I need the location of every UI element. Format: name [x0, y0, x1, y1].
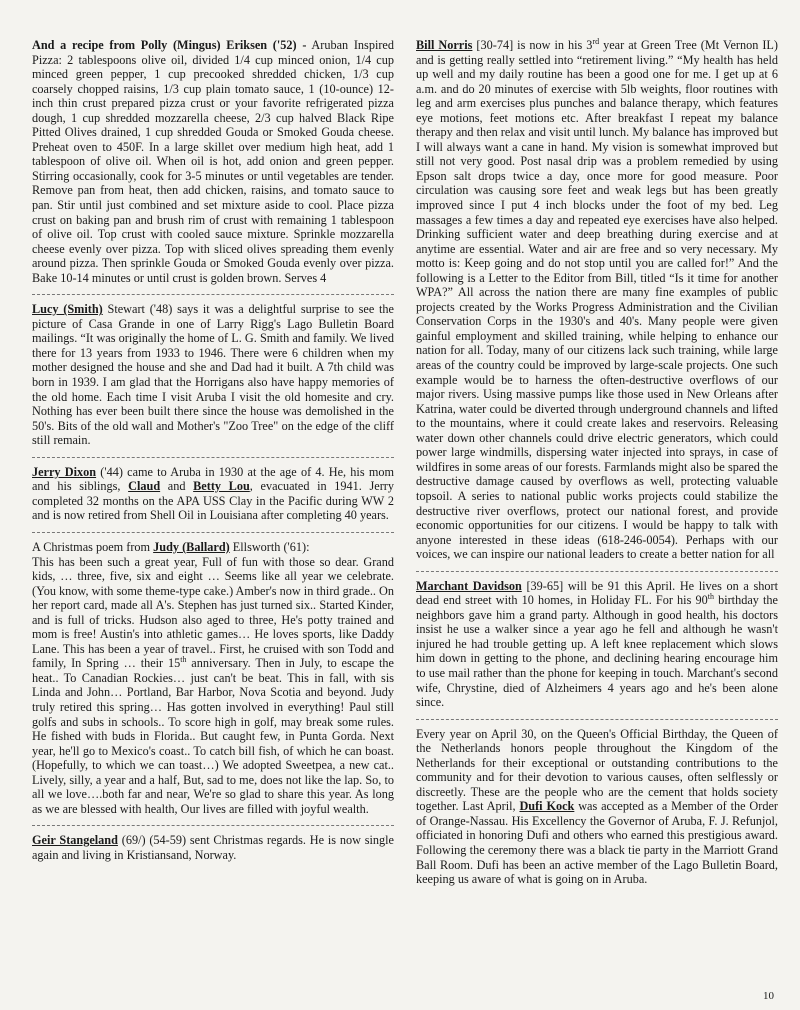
marchant-text-1: [39-65] will be 91 this April. He lives on a short dead end street with 10 homes, in Holiday FL. For his 90 — [416, 578, 778, 608]
page-number: 10 — [763, 990, 774, 1002]
bill-item — [416, 38, 778, 562]
judy-poem-2: anniversary. Then in July, to escape the heat.. To Canadian Rockies… just can't be beat. This in fall, with sis Linda and John… Portland, Bar Harbor, Nova Scotia and beyond. Judy truly retired this spring… Has gotten involved in everything! Paul still golfs and subs in schools.. To score high in golf, may break some rules. He fished with buds in Florida.. But caught few, in Punta Gorda. Next year, he'll go to Mexico's coast.. To catch bill fish, of which he can boast. (Hopefully, to which we can toast…) We adopted Sweetpea, a new cat.. Lively, silly, a year and a half, But, sad to me, does not like the lap. So, to all we love….both far and near, We're so glad to share this year. As long as we are blessed with health, Our lives are filled with joyful wealth. — [32, 656, 394, 816]
separator — [416, 562, 778, 572]
separator — [32, 448, 394, 458]
judy-name: Judy (Ballard) — [153, 539, 230, 554]
right-column — [416, 38, 778, 887]
jerry-and: and — [160, 479, 194, 494]
judy-intro-text-2: Ellsworth ('61): — [229, 539, 310, 554]
judy-intro-text: A Christmas poem from — [32, 539, 154, 554]
queen-text-1: Every year on April 30, on the Queen's Official Birthday, the Queen of the Netherlands honors people throughout the Kingdom of the Netherlands for their exceptional or outstanding contributions to the community and for their devotion to various causes, often selflessly or discreetly. These are the people who are the cement that holds society together. Last April, — [416, 726, 778, 814]
bill-sup: rd — [592, 36, 600, 46]
separator — [32, 816, 394, 826]
queen-item — [416, 727, 778, 887]
claud-name: Claud — [128, 479, 161, 494]
geir-name: Geir Stangeland — [32, 833, 118, 848]
polly-text: Aruban Inspired Pizza: 2 tablespoons olive oil, divided 1/4 cup minced onion, 1/4 cup minced green pepper, 1 cup precooked shredded chicken, 1/3 cup coarsely chopped raisins, 1/3 cup plain tomato sauce, 1 (10-ounce) 12-inch thin crust prepared pizza crust or your favorite refrigerated pizza dough, 1 cup shredded mozzarella cheese, 2/3 cup halved Black Ripe Pitted Olives drained, 1 cup shredded Gouda or Smoked Gouda cheese. Preheat oven to 450F. In a large skillet over medium high heat, add 1 tablespoon of olive oil. When oil is hot, add onion and green pepper. Stirring occasionally, cook for 3-5 minutes or until vegetables are tender. Remove pan from heat, then add chicken, raisins, and tomato sauce to pan. Stir until just combined and set mixture aside to cool. Place pizza crust on baking pan and brush rim of crust with remaining 1 tablespoon of olive oil. Top crust with cooled sauce mixture. Sprinkle mozzarella cheese evenly over pizza. Top with sliced olives spreading them evenly around pizza. Then sprinkle Gouda or Smoked Gouda evenly over pizza. Bake 10-14 minutes or until crust is golden brown. Serves 4 — [32, 38, 394, 285]
bill-name: Bill Norris — [416, 38, 473, 52]
geir-text: (69/) (54-59) sent Christmas regards. He is now single again and living in Kristiansand, Norway. — [32, 833, 394, 862]
separator — [32, 285, 394, 295]
jerry-item — [32, 465, 394, 523]
marchant-text-2: birthday the neighbors gave him a grand party. Although in good health, his doctors insist he use a walker since a year ago he fell and although he wasn't injured he had trouble getting up. A left knee replacement which slows him down in getting to the phone, and declining hearing encourage him to use mail rather than the phone for keeping in touch. Marchant's second wife, Chrystine, died of Alzheimers 4 years ago and he's been alone since. — [416, 593, 778, 710]
judy-poem-sup: th — [180, 655, 187, 665]
marchant-name: Marchant Davidson — [416, 578, 522, 593]
jerry-text-2: , evacuated in 1941. Jerry completed 32 months on the APA USS Clay in the Pacific during WW 2 and is now retired from Shell Oil in Louisiana after completing 40 years. — [32, 479, 395, 523]
judy-intro — [32, 540, 394, 555]
jerry-name: Jerry Dixon — [32, 464, 97, 479]
polly-recipe — [32, 38, 394, 285]
judy-poem-1: This has been such a great year, Full of fun with those so dear. Grand kids, … three, five, six and eight … Seems like all year we celebrate. (You know, with some theme-type cake.) Amber's now in third grade.. On her report card, made all A's. Stephen has just turned six.. Started Kinder, and is full of tricks. Hudson also aged to three, He's potty trained and mom is free! Austin's into athletic games… He loves sports, like Daddy Lane. This has been a year of travel.. First, he cruised with son Todd and family, In Spring … their 15 — [32, 554, 394, 671]
queen-text-2: was accepted as a Member of the Order of Orange-Nassau. His Excellency the Governor of Aruba, F. J. Refunjol, officiated in honoring Dufi and others who earned this prestigious award. Following the ceremony there was a black tie party in the Marriott Grand Ball Room. Dufi has been an active member of the Lago Bulletin Board, keeping us aware of what is going on in Aruba. — [416, 799, 778, 887]
bill-text-2: year at Green Tree (Mt Vernon IL) and is getting really settled into “retirement living.” “My health has held up well and my daily routine has been a good one for me. I get up at 6 a.m. and do 20 minutes of exercise with 5lb weights, floor routines with leg and arm exercises plus punches and balance therapy, which features eye motions, feet motions etc. After breakfast I repeat my balance therapy and then relax and visit until lunch. My balance has improved but I will always want a cane in hand. My vision is somewhat improved but still not very good. Post nasal drip was a problem remedied by using Epson salt drops twice a day, once more for good measure. Poor circulation was causing sore feet and weak legs but has been greatly improved since I put 4 inch blocks under the foot of my bed. Leg massages a few times a day and repeated eye exercises have also helped. Drinking sufficient water and deep breathing during exercise and at anytime are essential. Water and air are free and so very necessary. My motto is: Keep going and do not stop until you are called for!” And the following is a Letter to the Editor from Bill, titled “Is it time for another WPA?” All across the nation there are many fine examples of public projects created by the Works Progress Administration and the Civilian Conservation Corps in the 1930's and 40's. Many people were given gainful employment and skilled training, while helping to enhance our nation for all. Today, many of our citizens lack such training, while large areas of the country could be improved by large-scale projects. One such example would be to harness the often-destructive overflows of our major rivers. Using massive pumps like those used in New Orleans after Katrina, water could be diverted through underground channels and lifted to the mountains, where it could create lakes and reservoirs. Releasing water down other channels could drive electric generators, which could power large windmills, dispersing water injected into sprays, in case of wildfires in some areas of our forests. Farmlands might also be spared the destructive damage caused by overflows as well, protecting valuable topsoil. A series to national public works projects could stabilize the destructive river overflows, protect our national forest, and provide economic opportunities for our citizens. I would be happy to talk with anyone interested in these ideas (618-246-0054). Perhaps with our voices, we can inspire our national leaders to create a better nation for all — [416, 38, 778, 562]
jerry-text-1: ('44) came to Aruba in 1930 at the age of 4. He, his mom and his siblings, — [32, 464, 394, 494]
lucy-item — [32, 302, 394, 447]
bill-text-1: [30-74] is now in his 3 — [472, 38, 593, 52]
judy-poem — [32, 555, 394, 817]
marchant-sup: th — [707, 592, 714, 602]
dufi-name: Dufi Kock — [519, 799, 575, 814]
polly-lead: And a recipe from Polly (Mingus) Eriksen ('52) - — [32, 38, 307, 52]
betty-name: Betty Lou — [193, 479, 250, 494]
geir-item — [32, 833, 394, 862]
marchant-item — [416, 579, 778, 710]
lucy-text: Stewart ('48) says it was a delightful surprise to see the picture of Casa Grande in one of Larry Rigg's Lago Bulletin Board mailings. “It was originally the home of L. G. Smith and family. We lived there for 13 years from 1933 to 1946. There were 6 children when my mother designed the house and she and Dad had it built. A 7th child was born in 1939. I am glad that the Horrigans also have happy memories of the old home. Each time I visit Aruba I visit the old homesite and cry. Nothing has ever been built there since the house was demolished in the 50's. Bits of the old wall and Mother's "Zoo Tree" on the edge of the cliff still remain. — [32, 302, 394, 448]
lucy-name: Lucy (Smith) — [32, 302, 103, 317]
separator — [32, 523, 394, 533]
separator — [416, 710, 778, 720]
left-column — [32, 38, 394, 862]
